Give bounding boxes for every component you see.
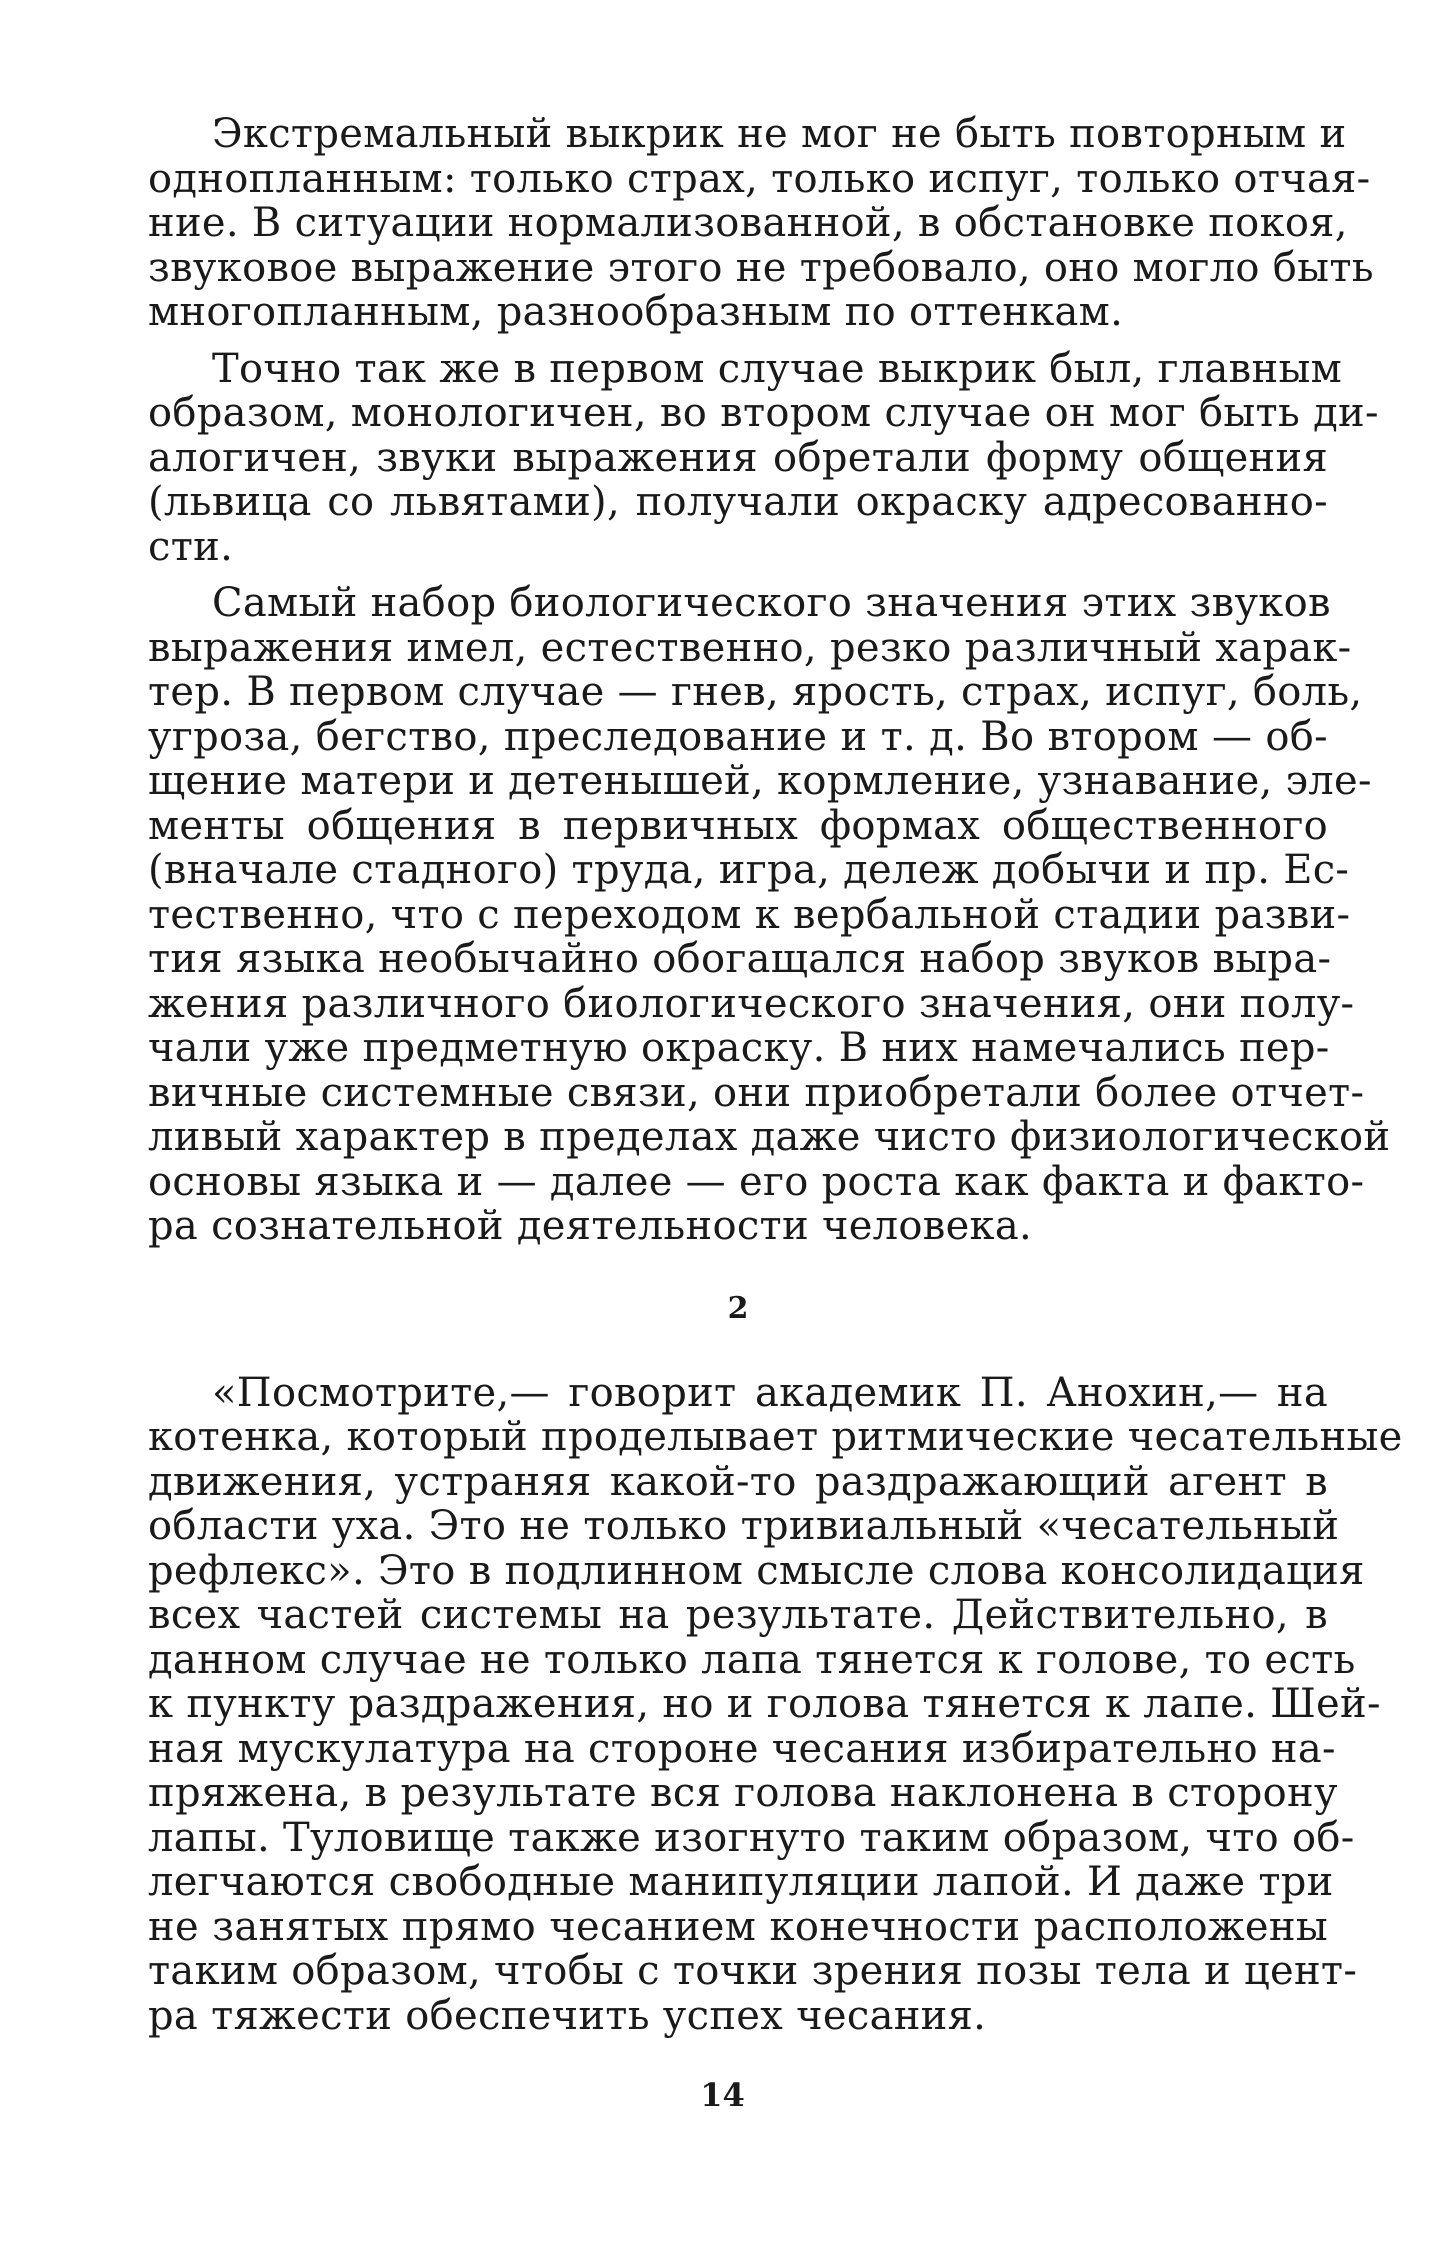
text-line: ливый характер в пределах даже чисто физиологической — [148, 1114, 1391, 1160]
text-line: звуковое выражение этого не требовало, оно могло быть — [148, 244, 1374, 291]
text-line: основы языка и — далее — его роста как факта и факто- — [148, 1158, 1365, 1205]
text-line: котенка, который проделывает ритмические чесательные — [148, 1414, 1403, 1460]
text-line: образом, монологичен, во втором случае он мог быть ди- — [148, 390, 1379, 436]
text-line: алогичен, звуки выражения обретали форму общения — [148, 434, 1328, 481]
text-line: выражения имел, естественно, резко различный харак- — [148, 624, 1352, 671]
text-line: сти. — [148, 523, 234, 570]
text-line: Экстремальный выкрик не мог не быть повторным и — [212, 111, 1347, 157]
text-line: таким образом, чтобы с точки зрения позы тела и цент- — [148, 1948, 1358, 1994]
text-line: области уха. Это не только тривиальный «чесательный — [148, 1503, 1340, 1549]
text-line: ра тяжести обеспечить успех чесания. — [148, 1992, 987, 2039]
text-line: (львица со львятами), получали окраску адресованно- — [148, 479, 1328, 525]
text-line: Самый набор биологического значения этих звуков — [212, 580, 1331, 626]
paragraph-3 — [148, 580, 1391, 1249]
text-line: лапы. Туловище также изогнуто таким образом, что об- — [148, 1814, 1355, 1861]
text-line: однопланным: только страх, только испуг, только отчая- — [148, 155, 1371, 202]
text-line: данном случае не только лапа тянется к голове, то есть — [148, 1636, 1356, 1683]
text-line: (вначале стадного) труда, игра, дележ добычи и пр. Ес- — [148, 847, 1350, 893]
text-line: чали уже предметную окраску. В них намечались пер- — [148, 1025, 1330, 1071]
paragraph-1 — [148, 111, 1374, 335]
paragraph-2 — [148, 345, 1379, 570]
text-line: тия языка необычайно обогащался набор звуков выра- — [148, 936, 1332, 982]
text-line: угроза, бегство, преследование и т. д. Во втором — об- — [148, 713, 1328, 760]
text-line: жения различного биологического значения, они полу- — [148, 980, 1355, 1027]
text-line: щение матери и детенышей, кормление, узнавание, эле- — [148, 758, 1372, 804]
text-line: вичные системные связи, они приобретали более отчет- — [148, 1069, 1365, 1116]
text-line: тественно, что с переходом к вербальной стадии разви- — [148, 891, 1351, 938]
text-line: не занятых прямо чесанием конечности расположены — [148, 1903, 1328, 1950]
text-line: «Посмотрите,— говорит академик П. Анохин,— на — [212, 1369, 1328, 1416]
text-line: многопланным, разнообразным по оттенкам. — [148, 289, 1124, 335]
page-text — [148, 111, 1403, 2039]
text-line: к пункту раздражения, но и голова тянется к лапе. Шей- — [148, 1681, 1381, 1727]
text-line: движения, устраняя какой-то раздражающий агент в — [148, 1458, 1328, 1505]
paragraph-4 — [148, 1369, 1403, 2039]
text-line: ная мускулатура на стороне чесания избирательно на- — [148, 1725, 1336, 1772]
text-line: пряжена, в результате вся голова наклонена в сторону — [148, 1770, 1338, 1816]
text-line: тер. В первом случае — гнев, ярость, страх, испуг, боль, — [148, 669, 1363, 715]
text-line: ра сознательной деятельности человека. — [148, 1203, 1033, 1249]
text-line: легчаются свободные манипуляции лапой. И даже три — [148, 1859, 1334, 1905]
text-line: менты общения в первичных формах общественного — [148, 802, 1328, 849]
text-line: всех частей системы на результате. Действительно, в — [148, 1592, 1328, 1638]
text-line: рефлекс». Это в подлинном смысле слова консолидация — [148, 1547, 1365, 1594]
page-number: 14 — [700, 2076, 745, 2114]
section-number: 2 — [727, 1290, 749, 1326]
text-line: ние. В ситуации нормализованной, в обстановке покоя, — [148, 200, 1348, 246]
text-line: Точно так же в первом случае выкрик был, главным — [212, 345, 1343, 392]
